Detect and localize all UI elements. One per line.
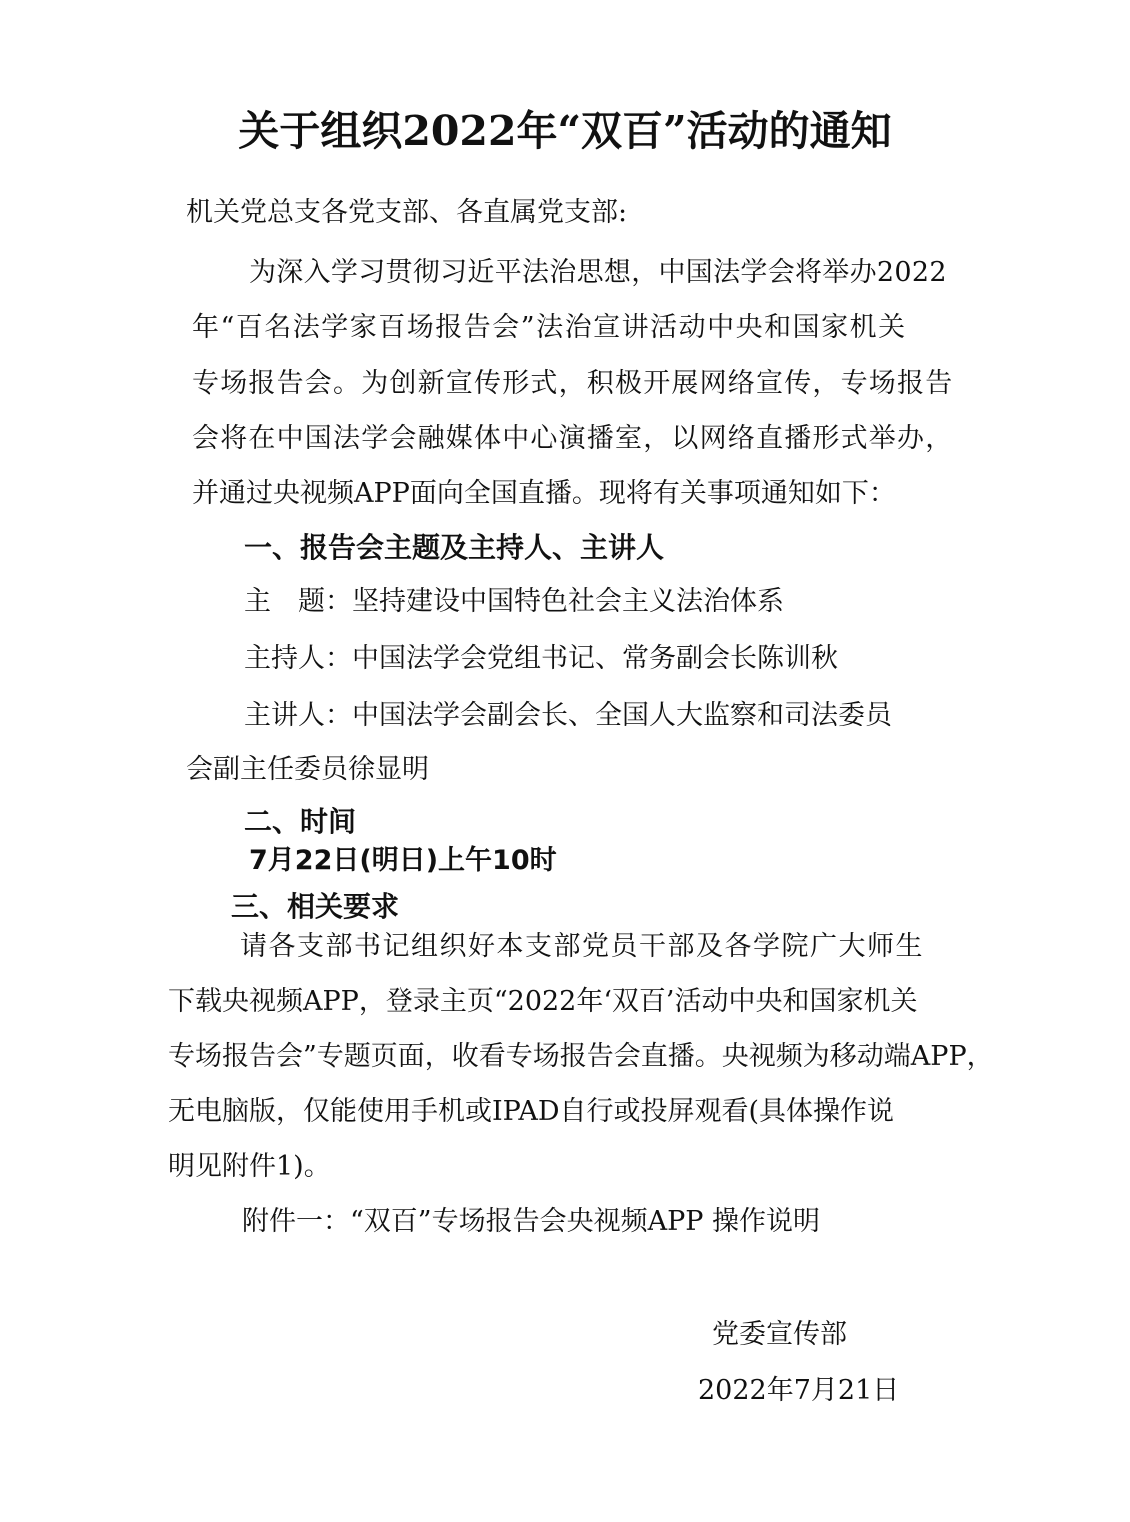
section-2-heading: 二、时间 bbox=[244, 805, 357, 838]
requirement-line-3: 专场报告会”专题页面，收看专场报告会直播。央视频为移动端APP， bbox=[168, 1041, 994, 1072]
requirement-line-5: 明见附件1)。 bbox=[168, 1151, 331, 1182]
section-3-heading: 三、相关要求 bbox=[231, 890, 400, 923]
speaker-line-2: 会副主任委员徐显明 bbox=[186, 754, 429, 785]
theme-line: 主 题：坚持建设中国特色社会主义法治体系 bbox=[244, 586, 784, 617]
signature-date: 2022年7月21日 bbox=[698, 1375, 900, 1406]
event-time: 7月22日(明日)上午10时 bbox=[249, 845, 557, 876]
attachment-note: 附件一：“双百”专场报告会央视频APP 操作说明 bbox=[242, 1206, 821, 1237]
signature-department: 党委宣传部 bbox=[712, 1319, 847, 1350]
section-1-heading: 一、报告会主题及主持人、主讲人 bbox=[244, 531, 665, 564]
salutation: 机关党总支各党支部、各直属党支部: bbox=[186, 197, 628, 228]
requirement-line-1: 请各支部书记组织好本支部党员干部及各学院广大师生 bbox=[240, 931, 924, 962]
intro-line-1: 为深入学习贯彻习近平法治思想，中国法学会将举办2022 bbox=[249, 257, 947, 288]
intro-line-2: 年“百名法学家百场报告会”法治宣讲活动中央和国家机关 bbox=[192, 312, 907, 343]
intro-line-3: 专场报告会。为创新宣传形式，积极开展网络宣传，专场报告 bbox=[192, 368, 954, 399]
requirement-line-4: 无电脑版，仅能使用手机或IPAD自行或投屏观看(具体操作说 bbox=[168, 1096, 895, 1127]
requirement-line-2: 下载央视频APP，登录主页“2022年‘双百’活动中央和国家机关 bbox=[168, 986, 918, 1017]
intro-line-4: 会将在中国法学会融媒体中心演播室，以网络直播形式举办， bbox=[192, 423, 954, 454]
intro-line-5: 并通过央视频APP面向全国直播。现将有关事项通知如下： bbox=[192, 478, 896, 509]
host-line: 主持人：中国法学会党组书记、常务副会长陈训秋 bbox=[244, 643, 838, 674]
notice-title: 关于组织2022年“双百”活动的通知 bbox=[238, 107, 892, 155]
speaker-line-1: 主讲人：中国法学会副会长、全国人大监察和司法委员 bbox=[244, 700, 892, 731]
